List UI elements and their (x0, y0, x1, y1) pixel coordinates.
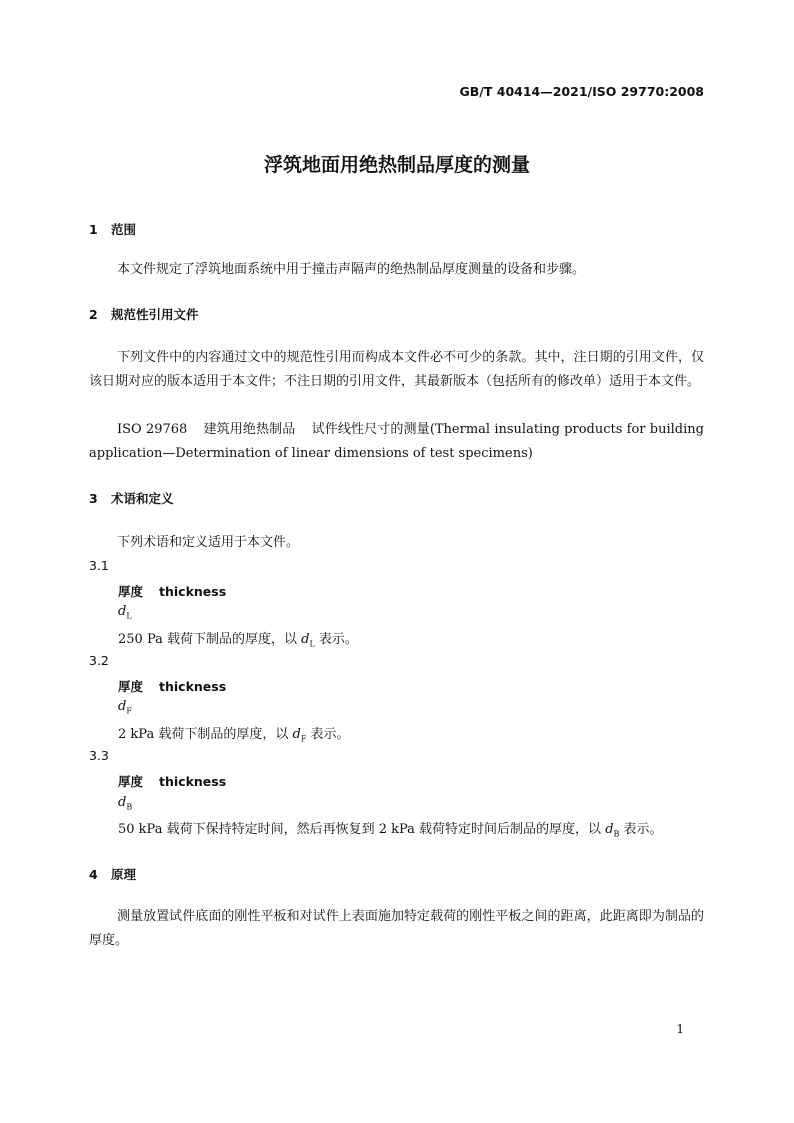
term-heading (118, 582, 226, 600)
document-title: 浮筑地面用绝热制品厚度的测量 (263, 154, 530, 176)
term-cn: 厚度 (118, 679, 144, 694)
standard-number: GB/T 40414—2021/ISO 29770:2008 (459, 84, 704, 99)
section-title: 术语和定义 (111, 491, 174, 506)
page-number: 1 (676, 1022, 684, 1036)
term-symbol: $d_B$ (118, 795, 133, 812)
section-number: 1 (89, 222, 98, 237)
term-definition: 50 kPa 载荷下保持特定时间，然后再恢复到 2 kPa 载荷特定时间后制品的厚度，以 $d_B$ 表示。 (118, 822, 663, 839)
term-en: thickness (159, 679, 227, 694)
section-title: 范围 (111, 222, 137, 237)
section-2-paragraph: 下列文件中的内容通过文中的规范性引用而构成本文件必不可少的条款。其中，注日期的引用文件，仅该日期对应的版本适用于本文件；不注日期的引用文件，其最新版本（包括所有的修改单）适用于本文件。 (89, 350, 704, 389)
term-number: 3.3 (89, 748, 109, 763)
term-definition: 250 Pa 载荷下制品的厚度，以 $d_L$ 表示。 (118, 632, 358, 649)
term-heading (118, 772, 226, 790)
term-cn: 厚度 (118, 774, 144, 789)
section-1-heading (89, 220, 136, 238)
section-number: 3 (89, 491, 98, 506)
section-1-paragraph: 本文件规定了浮筑地面系统中用于撞击声隔声的绝热制品厚度测量的设备和步骤。 (117, 262, 586, 277)
section-2-heading (89, 305, 199, 323)
reference-code: ISO 29768 (117, 422, 188, 437)
section-3-intro: 下列术语和定义适用于本文件。 (117, 535, 300, 550)
term-definition: 2 kPa 载荷下制品的厚度，以 $d_F$ 表示。 (118, 727, 350, 744)
section-4-heading (89, 865, 136, 883)
section-number: 4 (89, 867, 98, 882)
reference-title-cn-1: 建筑用绝热制品 (203, 422, 296, 437)
section-title: 原理 (111, 867, 137, 882)
section-title: 规范性引用文件 (111, 307, 199, 322)
section-number: 2 (89, 307, 98, 322)
term-en: thickness (159, 584, 227, 599)
term-number: 3.2 (89, 653, 109, 668)
reference-title-cn-2: 试件线性尺寸的测量 (311, 422, 430, 437)
section-3-heading (89, 489, 174, 507)
term-number: 3.1 (89, 558, 109, 573)
term-symbol: $d_F$ (118, 699, 132, 716)
term-en: thickness (159, 774, 227, 789)
term-heading (118, 677, 226, 695)
reference-title-en: (Thermal insulating products for building application—Determination of linear dimensions of test specimens) (89, 422, 704, 461)
normative-reference (89, 418, 704, 466)
section-4-paragraph: 测量放置试件底面的刚性平板和对试件上表面施加特定载荷的刚性平板之间的距离，此距离即为制品的厚度。 (89, 909, 704, 948)
term-cn: 厚度 (118, 584, 144, 599)
term-symbol: $d_L$ (118, 604, 132, 621)
